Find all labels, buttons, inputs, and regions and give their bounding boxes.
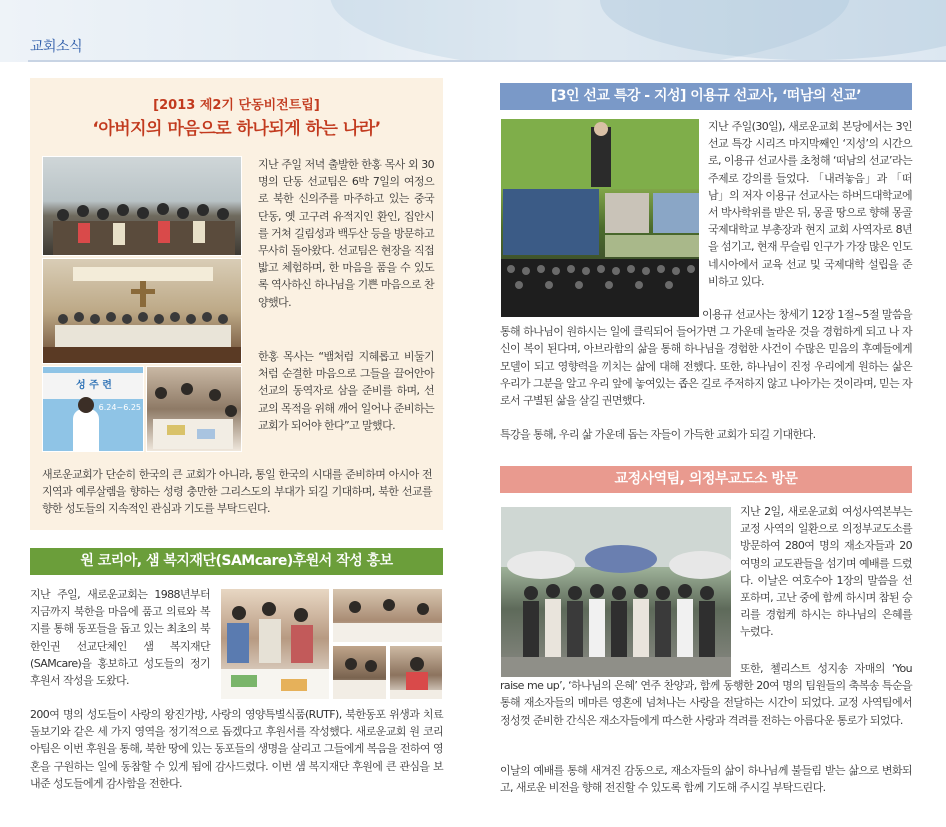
samcare-table-photo (332, 645, 387, 700)
article-paragraph: 새로운교회가 단순히 한국의 큰 교회가 아니라, 통일 한국의 시대를 준비하며 아시아 전 지역과 예루살렘을 향하는 성령 충만한 그리스도의 부대가 되길 기대하며, 북한 선교를 향한 성도들의 지속적인 관심과 기도를 부탁드린다. (42, 468, 432, 516)
table-illustration (333, 646, 387, 700)
article-paragraph: 지난 주일, 새로운교회는 1988년부터 지금까지 북한을 마음에 품고 의료와 복지를 통해 동포들을 돕고 있는 최초의 북한인권 선교단체인 샘 복지재단(SAMcare)을 홍보하고 성도들의 정기후원서 작성을 도왔다. (30, 588, 210, 688)
church-group-photo (42, 258, 242, 364)
article-vision-trip (30, 78, 443, 530)
group-mountain-photo (42, 156, 242, 256)
lecture-stage-illustration (501, 119, 700, 318)
workshop-photo (146, 366, 242, 452)
samcare-booth-photo (220, 588, 330, 700)
group-figures-illustration (43, 157, 242, 256)
photo-date-text: 6.24~6.25 (98, 403, 141, 412)
photo-banner-text: 성 주 련 (76, 380, 112, 391)
samcare-volunteer-photo (389, 645, 443, 700)
lecture-title-bar (500, 83, 912, 110)
church-interior-illustration (43, 259, 242, 364)
article-title: 원 코리아, 샘 복지재단(SAMcare)후원서 작성 홍보 (80, 553, 393, 569)
article-paragraph: 200여 명의 성도들이 사랑의 왕진가방, 사랑의 영양특별식품(RUTF), 북한동포 위생과 치료 돌보기와 같은 세 가지 영역을 정기적으로 돕겠다고 후원서를 작성했다. 새로운교회 원 코리아팀은 이번 후원을 통해, 북한 땅에 있는 동포들의 생명을 살리고 그들에게 복음을 전하여 영혼을 구원하는 일에 동참할 수 있게 됨에 감사드렸다. 이번 샘 복지재단 후원에 큰 관심을 보내준 성도들에게 감사함을 전한다. (30, 708, 443, 790)
section-label: 교회소식 (30, 39, 83, 55)
samcare-signup-photo (332, 588, 443, 643)
volunteer-illustration (390, 646, 443, 700)
workshop-illustration (147, 367, 242, 452)
article-title: [3인 선교 특강 - 지성] 이용규 선교사, ‘떠남의 선교’ (550, 88, 862, 104)
article-title: 교정사역팀, 의정부교도소 방문 (614, 471, 798, 487)
article-paragraph: 지난 주일 저녁 출발한 한홍 목사 외 30명의 단동 선교팀은 6박 7일의 여정으로 북한 신의주를 마주하고 있는 중국 단동, 옛 고구려 유적지인 환인, 집안시를 거쳐 길림성과 백두산 등을 방문하고 무사히 돌아왔다. 선교팀은 현장을 직접 밟고 체험하며, 한 마음을 품을 수 있도록 역사하신 하나님을 기쁜 마음으로 찬양했다. (258, 158, 434, 309)
booth-illustration (221, 589, 330, 700)
article-paragraph: 이용규 선교사는 창세기 12장 1절~5절 말씀을 통해 하나님이 원하시는 일에 클릭되어 들어가면 그 가운데 놀라운 것을 경험하게 되고 나 자신이 복이 된다며, 아브라함의 삶을 통해 하나님을 경험한 사건이 수많은 믿음의 후예들에게 모델이 되고 영향력을 끼치는 삶에 대해 전했다. 또한, 하나님이 진정 우리에게 원하는 삶은 우리가 그분을 알고 우리 앞에 놓여있는 좁은 길로 주저하지 않고 나아가는 것이라며, 믿는 자로서 구별된 삶을 살길 권면했다. (500, 308, 912, 408)
samcare-title-bar (30, 548, 443, 575)
article-paragraph: 지난 주일(30일), 새로운교회 본당에서는 3인 선교 특강 시리즈 마지막째인 ‘지성’의 시간으로, 이용규 선교사를 초청해 ‘떠남의 선교’라는 주제로 강의를 들었다. 「내려놓음」과 「떠남」의 저자 이용규 선교사는 하버드대학교에서 박사학위를 받은 뒤, 몽골 땅으로 향해 몽골국제대학교 부총장과 현지 교회 사역자로 8년을 섬기고, 현재 무슬림 인구가 가장 많은 인도네시아에서 교육 선교 및 국제대학 설립을 준비하고 있다. (708, 120, 912, 288)
umbrella-group-illustration (501, 507, 732, 678)
article-paragraph: 특강을 통해, 우리 삶 가운데 돕는 자들이 가득한 교회가 되길 기대한다. (500, 428, 816, 441)
article-subtitle: [2013 제2기 단동비전트립] (153, 98, 320, 113)
lecture-stage-photo (500, 118, 700, 318)
speaker-photo (42, 366, 144, 452)
article-title: ‘아버지의 마음으로 하나되게 하는 나라’ (92, 119, 381, 139)
header-divider (28, 60, 946, 62)
prison-title-bar (500, 466, 912, 493)
header-banner (0, 0, 946, 62)
prison-group-photo (500, 506, 732, 678)
article-paragraph: 한홍 목사는 “뱀처럼 지혜롭고 비둘기처럼 순결한 마음으로 그들을 끌어안아 선교의 동역자로 삼을 준비를 하며, 선교의 목적을 위해 깨어 일어나 준비하는 교회가 되어야 한다”고 말했다. (258, 350, 434, 432)
signup-illustration (333, 589, 443, 643)
article-paragraph: 지난 2일, 새로운교회 여성사역본부는 교정 사역의 일환으로 의정부교도소를 방문하여 280여 명의 재소자들과 20여명의 교도관들을 섬기며 예배를 드렸다. 이날은 여호수아 1장의 말씀을 선포하며, 고난 중에 함께 하시며 참된 승리를 경험케 하시는 하나님의 은혜를 누렸다. (740, 505, 913, 639)
article-paragraph: 이날의 예배를 통해 새겨진 감동으로, 재소자들의 삶이 하나님께 불들림 받는 삶으로 변화되고, 새로운 비전을 향해 전진할 수 있도록 함께 기도해 주시길 부탁드린다. (500, 764, 912, 795)
article-paragraph: 또한, 첼리스트 성지송 자매의 ‘You raise me up’, ‘하나님의 은혜’ 연주 찬양과, 함께 동행한 20여 명의 팀원들의 축복송 특순을 통해 재소자들의 메마른 영혼에 넘쳐나는 사랑을 전달하는 시간이 되었다. 교정 사역팀에서 정성껏 준비한 간식은 재소자들에게 따스한 사랑과 격려를 전하는 아름다운 통로가 되었다. (500, 662, 912, 727)
